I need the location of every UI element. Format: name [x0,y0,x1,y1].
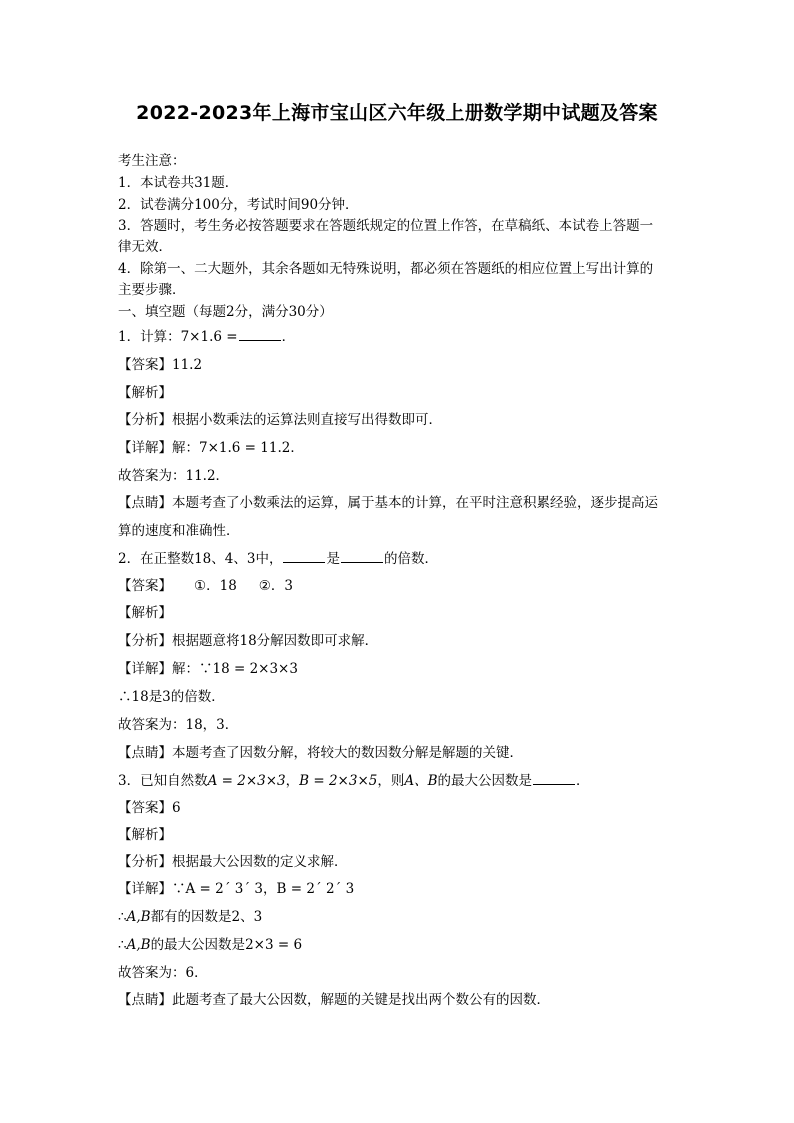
q1-detail-expr: 7×1.6 = 11.2 [199,440,291,456]
q3-conclusion: 故答案为：6． [118,965,208,981]
page-title: 2022-2023年上海市宝山区六年级上册数学期中试题及答案 [136,102,658,124]
q3-detail [118,880,354,898]
q2-answer [118,577,293,595]
q3-dianjing: 【点睛】此题考查了最大公因数，解题的关键是找出两个数公有的因数． [118,992,550,1008]
q3-suffix-end: ． [576,773,590,789]
q2-fenxi: 【分析】根据题意将18分解因数即可求解． [118,633,379,649]
q1-suffix: ． [281,329,296,345]
q3-detail-a: A = 2´ 3´ 3 [185,881,263,897]
q1-jiexi: 【解析】 [118,385,172,401]
q2-jiexi: 【解析】 [118,605,172,621]
q1-detail [118,439,304,457]
therefore-symbol: ∴ [118,937,127,953]
notice-item-4: 4．除第一、二大题外，其余各题如无特殊说明，都必须在答题纸的相应位置上写出计算的 [118,261,654,277]
notice-item-4-cont: 主要步骤． [118,282,186,298]
q3-gcd-expr: 2×3 = 6 [245,937,303,953]
q2-mid1: 中， [255,551,283,567]
q3-gcd-text: 的最大公因数是 [150,937,246,953]
q3-fenxi: 【分析】根据最大公因数的定义求解． [118,854,348,870]
q3-common-text: 都有的因数是2、3 [150,909,263,925]
q2-answer-2: ②．3 [258,578,293,594]
answer-blank [283,549,325,563]
notice-item-3-cont: 律无效． [118,239,172,255]
q3-gcd [118,936,302,954]
answer-blank [341,549,383,563]
q2-therefore-text: 是3的倍数． [148,689,225,705]
question-2 [118,549,438,568]
notice-item-2: 2．试卷满分100分，考试时间90分钟． [118,197,359,213]
therefore-symbol: ∴ [118,909,127,925]
notice-item-3: 3．答题时，考生务必按答题要求在答题纸规定的位置上作答，在草稿纸、本试卷上答题一 [118,218,654,234]
q1-dianjing: 【点睛】本题考查了小数乘法的运算，属于基本的计算，在平时注意积累经验，逐步提高运 [118,495,658,511]
answer-blank [533,771,575,785]
q3-detail-comma: ， [263,881,277,897]
section-heading: 一、填空题（每题2分，满分30分） [118,304,333,320]
q3-prefix: 3．已知自然数 [118,773,208,789]
q3-suffix: 的最大公因数是 [437,773,533,789]
q3-common [118,908,262,926]
q1-prefix: 1．计算： [118,329,181,345]
q2-therefore-expr: 18 [131,689,149,705]
q3-ab: A、B [404,773,438,789]
question-3 [118,771,590,790]
q1-detail-end: ． [290,440,304,456]
q3-gcd-ab: A,B [126,937,151,953]
q2-nums: 18、4、3 [194,551,256,567]
q3-mid: ，则 [377,773,405,789]
q1-dianjing-cont: 算的速度和准确性． [118,523,240,539]
q2-suffix: 的倍数． [383,551,438,567]
q3-jiexi: 【解析】 [118,827,172,843]
q1-expr: 7×1.6 = [180,329,238,345]
notice-item-1: 1．本试卷共31题． [118,175,239,191]
answer-blank [239,327,281,341]
q2-conclusion: 故答案为：18，3． [118,717,239,733]
q2-prefix: 2．在正整数 [118,551,195,567]
q2-therefore [118,688,225,706]
q3-comma: ， [285,773,300,789]
notice-heading: 考生注意： [118,153,186,169]
q2-answer-label: 【答案】 [118,578,172,594]
q3-detail-label: 【详解】∵ [118,881,186,897]
q2-answer-1: ①．18 [194,578,237,594]
q2-detail-expr: 18 = 2×3×3 [212,661,298,677]
question-1 [118,327,295,346]
therefore-symbol: ∴ [118,689,132,705]
q2-dianjing: 【点睛】本题考查了因数分解，将较大的数因数分解是解题的关键． [118,745,523,761]
q1-conclusion: 故答案为：11.2． [118,468,230,484]
q3-answer: 【答案】6 [118,800,181,816]
q1-fenxi: 【分析】根据小数乘法的运算法则直接写出得数即可． [118,412,442,428]
q2-mid2: 是 [326,551,340,567]
q2-detail [118,660,298,678]
q3-expr-a: A = 2×3×3 [207,773,286,789]
q3-detail-b: B = 2´ 2´ 3 [276,881,355,897]
q1-answer: 【答案】11.2 [118,357,203,373]
q3-expr-b: B = 2×3×5 [299,773,378,789]
q3-common-ab: A,B [126,909,151,925]
q1-detail-label: 【详解】解： [118,440,199,456]
q2-detail-label: 【详解】解：∵ [118,661,213,677]
